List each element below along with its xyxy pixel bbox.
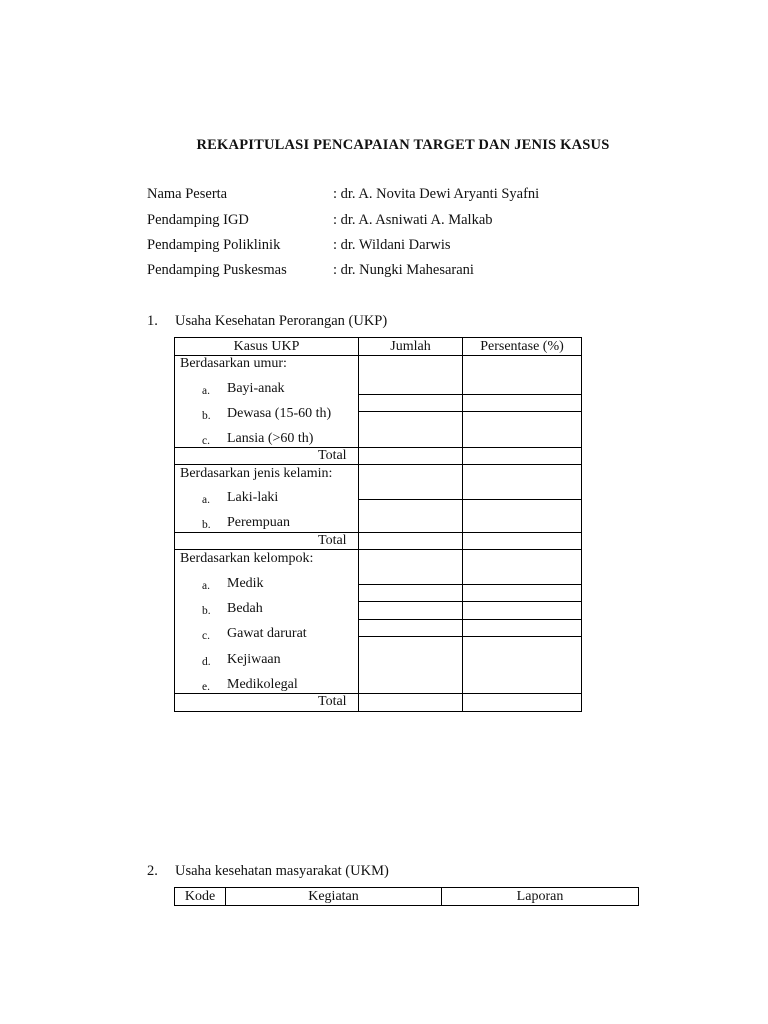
ukp-header-jumlah: Jumlah xyxy=(390,339,431,354)
total-label: Total xyxy=(318,533,347,548)
info-label-pendamping-puskesmas: Pendamping Puskesmas xyxy=(147,262,287,278)
group-label-umur: Berdasarkan umur: xyxy=(180,356,287,371)
info-value-pendamping-puskesmas: : dr. Nungki Mahesarani xyxy=(333,262,474,278)
ukp-header-persentase: Persentase (%) xyxy=(480,339,564,354)
info-label-nama-peserta: Nama Peserta xyxy=(147,186,228,202)
list-marker: c. xyxy=(202,630,210,642)
list-marker: c. xyxy=(202,435,210,447)
document-title: REKAPITULASI PENCAPAIAN TARGET DAN JENIS KASUS xyxy=(196,137,610,153)
info-label-pendamping-poliklinik: Pendamping Poliklinik xyxy=(147,237,281,253)
section2-number: 2. xyxy=(147,863,158,879)
total-label: Total xyxy=(318,694,347,709)
section1-heading: Usaha Kesehatan Perorangan (UKP) xyxy=(175,313,388,329)
list-item: Perempuan xyxy=(227,515,290,530)
list-marker: b. xyxy=(202,605,211,617)
list-item: Medik xyxy=(227,576,264,591)
info-value-pendamping-igd: : dr. A. Asniwati A. Malkab xyxy=(333,212,493,228)
list-marker: a. xyxy=(202,494,210,506)
list-marker: b. xyxy=(202,410,211,422)
list-marker: e. xyxy=(202,681,210,693)
ukm-header-kegiatan: Kegiatan xyxy=(308,889,359,904)
list-item: Dewasa (15-60 th) xyxy=(227,406,332,421)
list-marker: b. xyxy=(202,519,211,531)
list-marker: a. xyxy=(202,580,210,592)
ukp-header-kasus: Kasus UKP xyxy=(233,339,300,354)
info-label-pendamping-igd: Pendamping IGD xyxy=(147,212,249,228)
group-label-jenis-kelamin: Berdasarkan jenis kelamin: xyxy=(180,466,333,481)
section2-heading: Usaha kesehatan masyarakat (UKM) xyxy=(175,863,389,879)
info-value-nama-peserta: : dr. A. Novita Dewi Aryanti Syafni xyxy=(333,186,540,202)
list-item: Bedah xyxy=(227,601,263,616)
total-label: Total xyxy=(318,448,347,463)
list-item: Gawat darurat xyxy=(227,626,307,641)
info-value-pendamping-poliklinik: : dr. Wildani Darwis xyxy=(333,237,451,253)
ukm-header-laporan: Laporan xyxy=(516,889,564,904)
ukm-header-kode: Kode xyxy=(184,889,216,904)
list-item: Medikolegal xyxy=(227,677,298,692)
list-item: Kejiwaan xyxy=(227,652,281,667)
list-item: Lansia (>60 th) xyxy=(227,431,314,446)
list-item: Laki-laki xyxy=(227,490,279,505)
list-marker: a. xyxy=(202,385,210,397)
group-label-kelompok: Berdasarkan kelompok: xyxy=(180,551,314,566)
section1-number: 1. xyxy=(147,313,158,329)
list-marker: d. xyxy=(202,656,211,668)
list-item: Bayi-anak xyxy=(227,381,285,396)
